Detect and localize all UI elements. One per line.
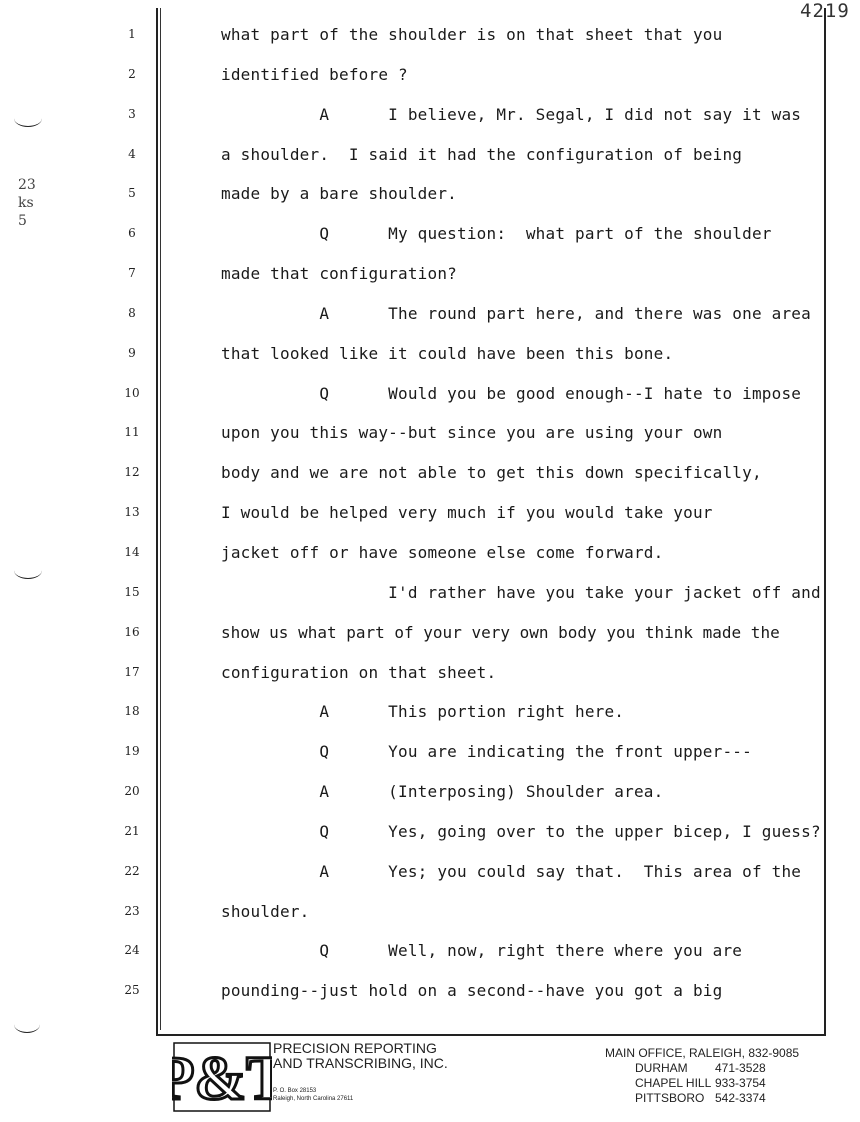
transcript-line [0,583,860,623]
line-text: Q Yes, going over to the upper bicep, I guess? [221,821,821,841]
transcript-line [0,941,860,981]
line-number: 6 [128,226,136,241]
line-text: pounding--just hold on a second--have you got a big [221,981,723,1001]
line-text: upon you this way--but since you are using your own [221,423,723,443]
line-number: 16 [124,624,140,639]
line-text: show us what part of your very own body you think made the [221,622,780,642]
transcript-line [0,105,860,145]
line-text: configuration on that sheet. [221,662,497,682]
transcript-line [0,145,860,185]
margin-note-line: 5 [18,213,27,229]
line-number: 12 [124,465,140,480]
line-text: that looked like it could have been this bone. [221,343,674,363]
line-number: 25 [124,983,140,998]
line-text: A This portion right here. [221,702,625,722]
line-text: A The round part here, and there was one area [221,303,811,323]
company-name-line1: PRECISION REPORTING [273,1040,437,1056]
transcript-line [0,543,860,583]
line-number: 4 [128,146,136,161]
line-number: 13 [124,505,140,520]
line-text: what part of the shoulder is on that sheet that you [221,25,723,44]
office-phone: 542-3374 [715,1091,766,1105]
line-number: 1 [128,27,136,41]
transcript-line [0,423,860,463]
line-number: 23 [124,903,140,918]
transcript-line [0,384,860,424]
company-info [273,1041,448,1103]
transcript-line [0,463,860,503]
line-number: 5 [128,186,136,201]
company-logo [172,1041,272,1113]
line-number: 20 [124,784,140,799]
line-text: Q Would you be good enough--I hate to impose [221,383,802,403]
line-number: 21 [124,823,140,838]
transcript-line [0,702,860,742]
transcript-line [0,65,860,105]
line-text: Q You are indicating the front upper--- [221,742,752,762]
line-text: body and we are not able to get this down specifically, [221,463,762,483]
office-city: DURHAM [635,1061,688,1075]
line-number: 24 [124,943,140,958]
line-number: 8 [128,305,136,320]
line-number: 17 [124,664,140,679]
line-text: I would be helped very much if you would take your [221,503,713,523]
office-city: CHAPEL HILL [635,1076,712,1090]
transcript-line [0,742,860,782]
transcript-line [0,623,860,663]
office-list [605,1046,799,1106]
margin-note-line: ks [18,195,34,211]
line-text: Q Well, now, right there where you are [221,941,743,961]
office-phone: 471-3528 [715,1061,766,1075]
line-text: A Yes; you could say that. This area of the [221,861,802,881]
po-box: P. O. Box 28153 [273,1088,317,1094]
transcript-line [0,503,860,543]
transcript-line [0,25,860,65]
transcript-line [0,782,860,822]
line-number: 14 [124,544,140,559]
line-number: 19 [124,744,140,759]
pt-logo-icon [172,1041,272,1113]
transcript-line [0,304,860,344]
line-number: 2 [128,66,136,81]
margin-note-line: 23 [18,177,36,193]
line-text: A (Interposing) Shoulder area. [221,782,664,802]
office-phone: 933-3754 [715,1076,766,1090]
line-text: made that configuration? [221,264,457,284]
line-number: 9 [128,345,136,360]
line-number: 7 [128,266,136,281]
main-office: MAIN OFFICE, RALEIGH, 832-9085 [605,1046,800,1060]
line-text: Q My question: what part of the shoulder [221,224,772,244]
transcript-line [0,902,860,942]
transcript-line [0,663,860,703]
line-number: 10 [124,385,140,400]
transcript-line [0,264,860,304]
transcript-body [0,25,860,1021]
line-number: 15 [124,584,140,599]
company-city: Raleigh, North Carolina 27611 [273,1096,354,1102]
office-row [605,1076,799,1091]
line-text: A I believe, Mr. Segal, I did not say it was [221,104,802,124]
transcript-line [0,862,860,902]
line-text: identified before ? [221,64,408,84]
transcript-line [0,981,860,1021]
line-text: made by a bare shoulder. [221,184,457,204]
line-text: shoulder. [221,901,310,921]
line-number: 22 [124,863,140,878]
transcript-line [0,822,860,862]
logo-text: P&T [172,1045,272,1113]
page-number: 4219 [800,0,850,22]
transcript-line [0,224,860,264]
transcript-line [0,344,860,384]
line-text: I'd rather have you take your jacket off and [221,582,821,602]
line-number: 18 [124,704,140,719]
office-city: PITTSBORO [635,1091,705,1105]
line-text: jacket off or have someone else come forward. [221,542,664,562]
line-number: 3 [128,106,136,121]
office-row [605,1091,799,1106]
line-text: a shoulder. I said it had the configuration of being [221,144,743,164]
line-number: 11 [124,425,140,440]
company-name-line2: AND TRANSCRIBING, INC. [273,1055,448,1071]
transcript-line [0,184,860,224]
office-row [605,1061,799,1076]
